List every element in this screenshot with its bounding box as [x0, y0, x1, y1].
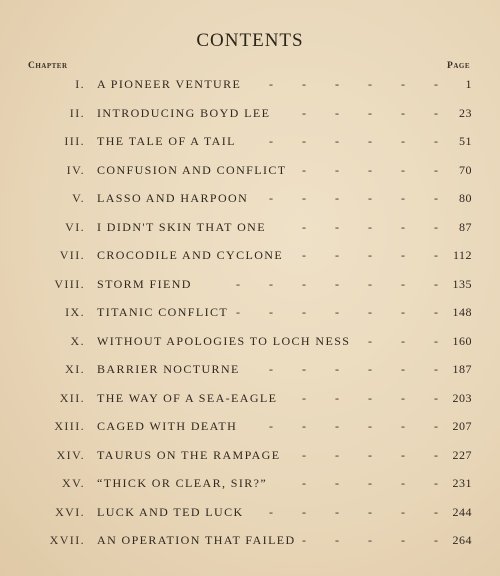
- chapter-title: CAGED WITH DEATH: [97, 419, 238, 433]
- page-number: 203: [452, 390, 472, 405]
- chapter-title: TITANIC CONFLICT: [97, 305, 229, 319]
- contents-row: XIV. TAURUS ON THE RAMPAGE - - - - - 227: [56, 447, 472, 462]
- page-number: 244: [452, 504, 472, 519]
- page-number: 148: [452, 305, 472, 319]
- contents-row: XII. THE WAY OF A SEA-EAGLE - - - - - 203: [59, 390, 472, 405]
- contents-row: VIII. STORM FIEND - - - - - - - 135: [54, 276, 472, 291]
- chapter-number: III.: [64, 134, 85, 148]
- page-number: 264: [452, 533, 472, 547]
- chapter-number: XI.: [65, 362, 85, 376]
- page-number: 1: [465, 77, 472, 91]
- chapter-title: INTRODUCING BOYD LEE: [97, 105, 271, 120]
- chapter-number: XVI.: [55, 504, 85, 519]
- chapter-title: A PIONEER VENTURE: [97, 77, 242, 91]
- chapter-title: AN OPERATION THAT FAILED: [97, 533, 296, 547]
- chapter-number: V.: [72, 191, 85, 205]
- contents-row: IX. TITANIC CONFLICT - - - - - - - 148: [65, 305, 472, 319]
- chapter-title: THE WAY OF A SEA-EAGLE: [97, 390, 278, 405]
- contents-row: X. WITHOUT APOLOGIES TO LOCH NESS - - - 160: [70, 333, 472, 348]
- page-number: 160: [452, 333, 472, 348]
- chapter-number: XVII.: [49, 533, 85, 547]
- chapter-title: LUCK AND TED LUCK: [97, 504, 244, 519]
- contents-row: XV. “THICK OR CLEAR, SIR?” - - - - - 231: [62, 476, 472, 490]
- page-number: 23: [459, 105, 472, 120]
- chapter-number: XIII.: [54, 419, 85, 433]
- contents-row: III. THE TALE OF A TAIL - - - - - - 51: [64, 134, 472, 148]
- contents-list: [0, 70, 500, 555]
- page-number: 70: [459, 162, 472, 177]
- chapter-title: TAURUS ON THE RAMPAGE: [97, 447, 281, 462]
- chapter-title: THE TALE OF A TAIL: [97, 134, 236, 148]
- page-column-header: Page: [447, 61, 470, 71]
- contents-row: VII. CROCODILE AND CYCLONE - - - - - 112: [59, 248, 472, 262]
- page-number: 207: [452, 419, 472, 433]
- contents-row: II. INTRODUCING BOYD LEE - - - - - 23: [69, 105, 472, 120]
- chapter-number: II.: [69, 105, 85, 120]
- chapter-title: I DIDN'T SKIN THAT ONE: [97, 219, 266, 234]
- chapter-number: IX.: [65, 305, 85, 319]
- chapter-number: I.: [75, 77, 85, 91]
- contents-row: V. LASSO AND HARPOON - - - - - - 80: [72, 191, 472, 205]
- chapter-title: STORM FIEND: [97, 276, 192, 291]
- contents-row: XVII. AN OPERATION THAT FAILED - - - - - 264: [49, 533, 472, 547]
- chapter-number: VII.: [59, 248, 85, 262]
- chapter-title: CONFUSION AND CONFLICT: [97, 162, 287, 177]
- contents-row: XI. BARRIER NOCTURNE - - - - - - 187: [65, 362, 472, 376]
- chapter-number: VIII.: [54, 276, 85, 291]
- chapter-number: XII.: [59, 390, 85, 405]
- chapter-number: X.: [70, 333, 85, 348]
- page-number: 231: [452, 476, 472, 490]
- page-number: 112: [452, 248, 472, 262]
- contents-row: XVI. LUCK AND TED LUCK - - - - - - 244: [55, 504, 472, 519]
- page-title: CONTENTS: [196, 30, 304, 51]
- contents-row: I. A PIONEER VENTURE - - - - - - 1: [75, 77, 472, 91]
- contents-row: XIII. CAGED WITH DEATH - - - - - - 207: [54, 419, 472, 433]
- page-number: 227: [452, 447, 472, 462]
- contents-row: IV. CONFUSION AND CONFLICT - - - - - 70: [66, 162, 472, 177]
- chapter-title: WITHOUT APOLOGIES TO LOCH NESS: [97, 333, 351, 348]
- chapter-number: XV.: [62, 476, 85, 490]
- page-number: 51: [459, 134, 472, 148]
- page-number: 87: [459, 219, 472, 234]
- page-number: 80: [459, 191, 472, 205]
- chapter-number: XIV.: [56, 447, 85, 462]
- contents-row: VI. I DIDN'T SKIN THAT ONE - - - - - 87: [65, 219, 472, 234]
- chapter-number: VI.: [65, 219, 85, 234]
- chapter-title: BARRIER NOCTURNE: [97, 362, 240, 376]
- chapter-title: LASSO AND HARPOON: [97, 191, 249, 205]
- chapter-title: CROCODILE AND CYCLONE: [97, 248, 284, 262]
- chapter-title: “THICK OR CLEAR, SIR?”: [97, 476, 268, 490]
- chapter-column-header: Chapter: [28, 61, 68, 71]
- chapter-number: IV.: [66, 162, 85, 177]
- page-number: 187: [452, 362, 472, 376]
- page-number: 135: [452, 276, 472, 291]
